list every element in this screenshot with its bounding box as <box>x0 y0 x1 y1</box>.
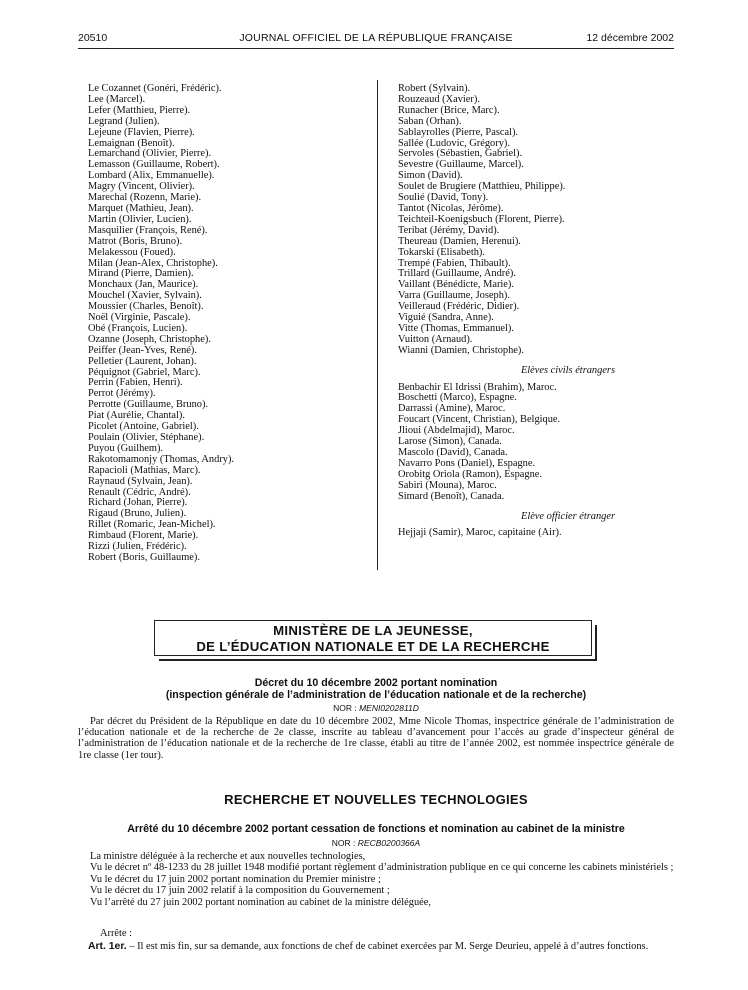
name-entry: Wianni (Damien, Christophe). <box>398 344 524 356</box>
name-entry: Simon (David). <box>398 170 463 182</box>
name-entry: Mirand (Pierre, Damien). <box>88 268 194 280</box>
name-entry: Rakotomamonjy (Thomas, Andry). <box>88 453 235 465</box>
name-entry: Lejeune (Flavien, Pierre). <box>88 126 195 138</box>
foreign-civil-entry: Boschetti (Marco), Espagne. <box>398 392 517 404</box>
name-entry: Lemasson (Guillaume, Robert). <box>88 159 220 171</box>
name-entry: Matrot (Boris, Bruno). <box>88 235 183 247</box>
name-entry: Picolet (Antoine, Gabriel). <box>88 421 199 433</box>
article-1-text: – Il est mis fin, sur sa demande, aux fonctions de chef de cabinet exercées par M. Serge Deurieu, appelé à d’autres fonctions. <box>126 941 649 952</box>
name-entry: Richard (Johan, Pierre). <box>88 497 188 509</box>
foreign-civil-entry: Simard (Benoît), Canada. <box>398 490 505 502</box>
decree-nor <box>78 703 674 713</box>
name-entry: Noël (Virginie, Pascale). <box>88 312 191 324</box>
name-entry: Lombard (Alix, Emmanuelle). <box>88 170 215 182</box>
name-entry: Varra (Guillaume, Joseph). <box>398 290 510 302</box>
ministry-heading-box <box>154 620 592 656</box>
name-entry: Lee (Marcel). <box>88 93 146 105</box>
ministry-line-2: DE L’ÉDUCATION NATIONALE ET DE LA RECHERCHE <box>196 639 550 654</box>
nor-label: NOR : <box>331 838 356 848</box>
foreign-officer-heading: Elève officier étranger <box>520 510 616 522</box>
name-entry: Saban (Orhan). <box>398 115 462 127</box>
visa-line: La ministre déléguée à la recherche et aux nouvelles technologies, <box>90 851 366 862</box>
name-entry: Trillard (Guillaume, André). <box>398 268 516 280</box>
name-entry: Raynaud (Sylvain, Jean). <box>88 475 193 487</box>
name-entry: Rouzeaud (Xavier). <box>398 93 480 105</box>
foreign-civil-entry: Sabiri (Mouna), Maroc. <box>398 479 497 491</box>
name-entry: Lefer (Matthieu, Pierre). <box>88 104 191 116</box>
name-entry: Rigaud (Bruno, Julien). <box>88 508 187 520</box>
name-entry: Tantot (Nicolas, Jérôme). <box>398 202 504 214</box>
name-entry: Sablayrolles (Pierre, Pascal). <box>398 126 519 138</box>
visa-line: Vu l’arrêté du 27 juin 2002 portant nomination au cabinet de la ministre déléguée, <box>90 896 432 908</box>
name-entry: Melakessou (Foued). <box>88 246 176 258</box>
name-entry: Péquignot (Gabriel, Marc). <box>88 366 201 378</box>
page-header <box>78 32 674 49</box>
name-entry: Veilleraud (Frédéric, Didier). <box>398 301 520 313</box>
section-title: RECHERCHE ET NOUVELLES TECHNOLOGIES <box>224 792 528 807</box>
name-entry: Theureau (Damien, Herenui). <box>398 235 521 247</box>
nor-code: RECB0200366A <box>357 838 421 848</box>
name-entry: Soulié (David, Tony). <box>398 192 489 204</box>
article-1 <box>88 941 674 952</box>
visa-list <box>78 851 674 908</box>
name-entry: Mouchel (Xavier, Sylvain). <box>88 290 202 302</box>
name-entry: Rimbaud (Florent, Marie). <box>88 530 199 542</box>
name-entry: Legrand (Julien). <box>88 115 160 127</box>
name-entry: Perrin (Fabien, Henri). <box>88 377 183 389</box>
name-entry: Magry (Vincent, Olivier). <box>88 181 195 193</box>
name-entry: Servoles (Sébastien, Gabriel). <box>398 148 523 160</box>
name-entry: Masquilier (François, René). <box>88 224 208 236</box>
name-entry: Perrot (Jérémy). <box>88 388 156 400</box>
name-entry: Ozanne (Joseph, Christophe). <box>88 333 211 345</box>
name-entry: Marquet (Mathieu, Jean). <box>88 202 194 214</box>
column-divider <box>377 80 378 570</box>
name-entry: Teichteil-Koenigsbuch (Florent, Pierre). <box>398 213 565 225</box>
decree-title-line-2: (inspection générale de l’administration de l’éducation nationale et de la recherche) <box>165 688 587 701</box>
visa-line: Vu le décret du 17 juin 2002 portant nomination du Premier ministre ; <box>90 873 381 885</box>
name-entry: Peiffer (Jean-Yves, René). <box>88 344 197 356</box>
name-entry: Teribat (Jérémy, David). <box>398 224 500 236</box>
foreign-civil-heading: Elèves civils étrangers <box>520 364 616 376</box>
decree-title-line-1: Décret du 10 décembre 2002 portant nomination <box>254 677 498 689</box>
name-entry: Perrotte (Guillaume, Bruno). <box>88 399 209 411</box>
name-entry: Monchaux (Jan, Maurice). <box>88 279 199 291</box>
foreign-civil-entry: Larose (Simon), Canada. <box>398 436 502 448</box>
journal-title: JOURNAL OFFICIEL DE LA RÉPUBLIQUE FRANÇAISE <box>239 32 513 44</box>
visa-line: Vu le décret nº 48-1233 du 28 juillet 1948 modifié portant règlement d’administration publique en ce qui concerne les cabinets ministériels ; <box>90 862 674 874</box>
ministry-line-1: MINISTÈRE DE LA JEUNESSE, <box>273 623 473 638</box>
name-entry: Robert (Sylvain). <box>398 83 471 94</box>
name-entry: Lemarchand (Olivier, Pierre). <box>88 148 212 160</box>
name-entry: Vaillant (Bénédicte, Marie). <box>398 279 514 291</box>
name-entry: Runacher (Brice, Marc). <box>398 104 500 116</box>
decree-body: Par décret du Président de la République en date du 10 décembre 2002, Mme Nicole Thomas, inspectrice générale de l’administration de l’éducation nationale et de la recherche de 2e classe, inscrite au tableau d’avancement pour l’accès au grade d’inspecteur général de l’administration de l’éducation nationale et de la recherche de 1re classe, établi au titre de l’année 2002, est nommée inspectrice générale de 1re classe (1er tour). <box>78 716 674 761</box>
name-entry: Robert (Boris, Guillaume). <box>88 551 200 563</box>
foreign-officer-entry: Hejjaji (Samir), Maroc, capitaine (Air). <box>398 527 562 539</box>
article-1-label: Art. 1er. <box>88 941 127 952</box>
name-entry: Rapacioli (Mathias, Marc). <box>88 464 201 476</box>
left-name-column <box>88 84 368 564</box>
name-entry: Martin (Olivier, Lucien). <box>88 213 192 225</box>
foreign-civil-entry: Jlioui (Abdelmajid), Maroc. <box>398 425 515 437</box>
foreign-civil-entry: Foucart (Vincent, Christian), Belgique. <box>398 414 561 426</box>
name-entry: Obé (François, Lucien). <box>88 322 188 334</box>
name-entry: Sallée (Ludovic, Grégory). <box>398 137 510 149</box>
name-entry: Viguié (Sandra, Anne). <box>398 312 494 324</box>
name-entry: Trempé (Fabien, Thibault). <box>398 257 511 269</box>
name-entry: Sevestre (Guillaume, Marcel). <box>398 159 524 171</box>
nor-code: MENI0202811D <box>359 703 419 713</box>
name-entry: Puyou (Guilhem). <box>88 442 164 454</box>
name-entry: Milan (Jean-Alex, Christophe). <box>88 257 218 269</box>
right-name-column <box>398 84 678 539</box>
name-entry: Tokarski (Elisabeth). <box>398 246 485 258</box>
arrete-title: Arrêté du 10 décembre 2002 portant cessation de fonctions et nomination au cabinet de la ministre <box>127 823 625 835</box>
name-entry: Piat (Aurélie, Chantal). <box>88 410 185 422</box>
name-entry: Soulet de Brugiere (Matthieu, Philippe). <box>398 181 566 193</box>
nor-label: NOR : <box>333 703 357 713</box>
foreign-civil-entry: Mascolo (David), Canada. <box>398 447 508 458</box>
foreign-civil-entry: Darrassi (Amine), Maroc. <box>398 403 506 415</box>
name-entry: Moussier (Charles, Benoît). <box>88 301 204 313</box>
arrete-nor <box>78 838 674 848</box>
decree-title <box>78 678 674 701</box>
visa-line: Vu le décret du 17 juin 2002 relatif à la composition du Gouvernement ; <box>90 885 390 897</box>
issue-date: 12 décembre 2002 <box>586 32 674 44</box>
name-entry: Rillet (Romaric, Jean-Michel). <box>88 519 216 531</box>
name-entry: Le Cozannet (Gonéri, Frédéric). <box>88 83 222 94</box>
name-entry: Rizzi (Julien, Frédéric). <box>88 541 187 553</box>
page-number: 20510 <box>78 32 108 44</box>
name-entry: Marechal (Rozenn, Marie). <box>88 192 202 204</box>
foreign-civil-entry: Orobitg Oriola (Ramon), Espagne. <box>398 468 542 480</box>
name-entry: Vitte (Thomas, Emmanuel). <box>398 322 514 334</box>
arrete-word: Arrête : <box>100 928 133 939</box>
name-entry: Vuitton (Arnaud). <box>398 333 473 345</box>
name-entry: Lemaignan (Benoît). <box>88 137 175 149</box>
foreign-civil-entry: Benbachir El Idrissi (Brahim), Maroc. <box>398 381 557 393</box>
foreign-civil-entry: Navarro Pons (Daniel), Espagne. <box>398 457 536 469</box>
name-entry: Renault (Cédric, André). <box>88 486 191 498</box>
name-entry: Pelletier (Laurent, Johan). <box>88 355 197 367</box>
name-entry: Poulain (Olivier, Stéphane). <box>88 432 205 443</box>
